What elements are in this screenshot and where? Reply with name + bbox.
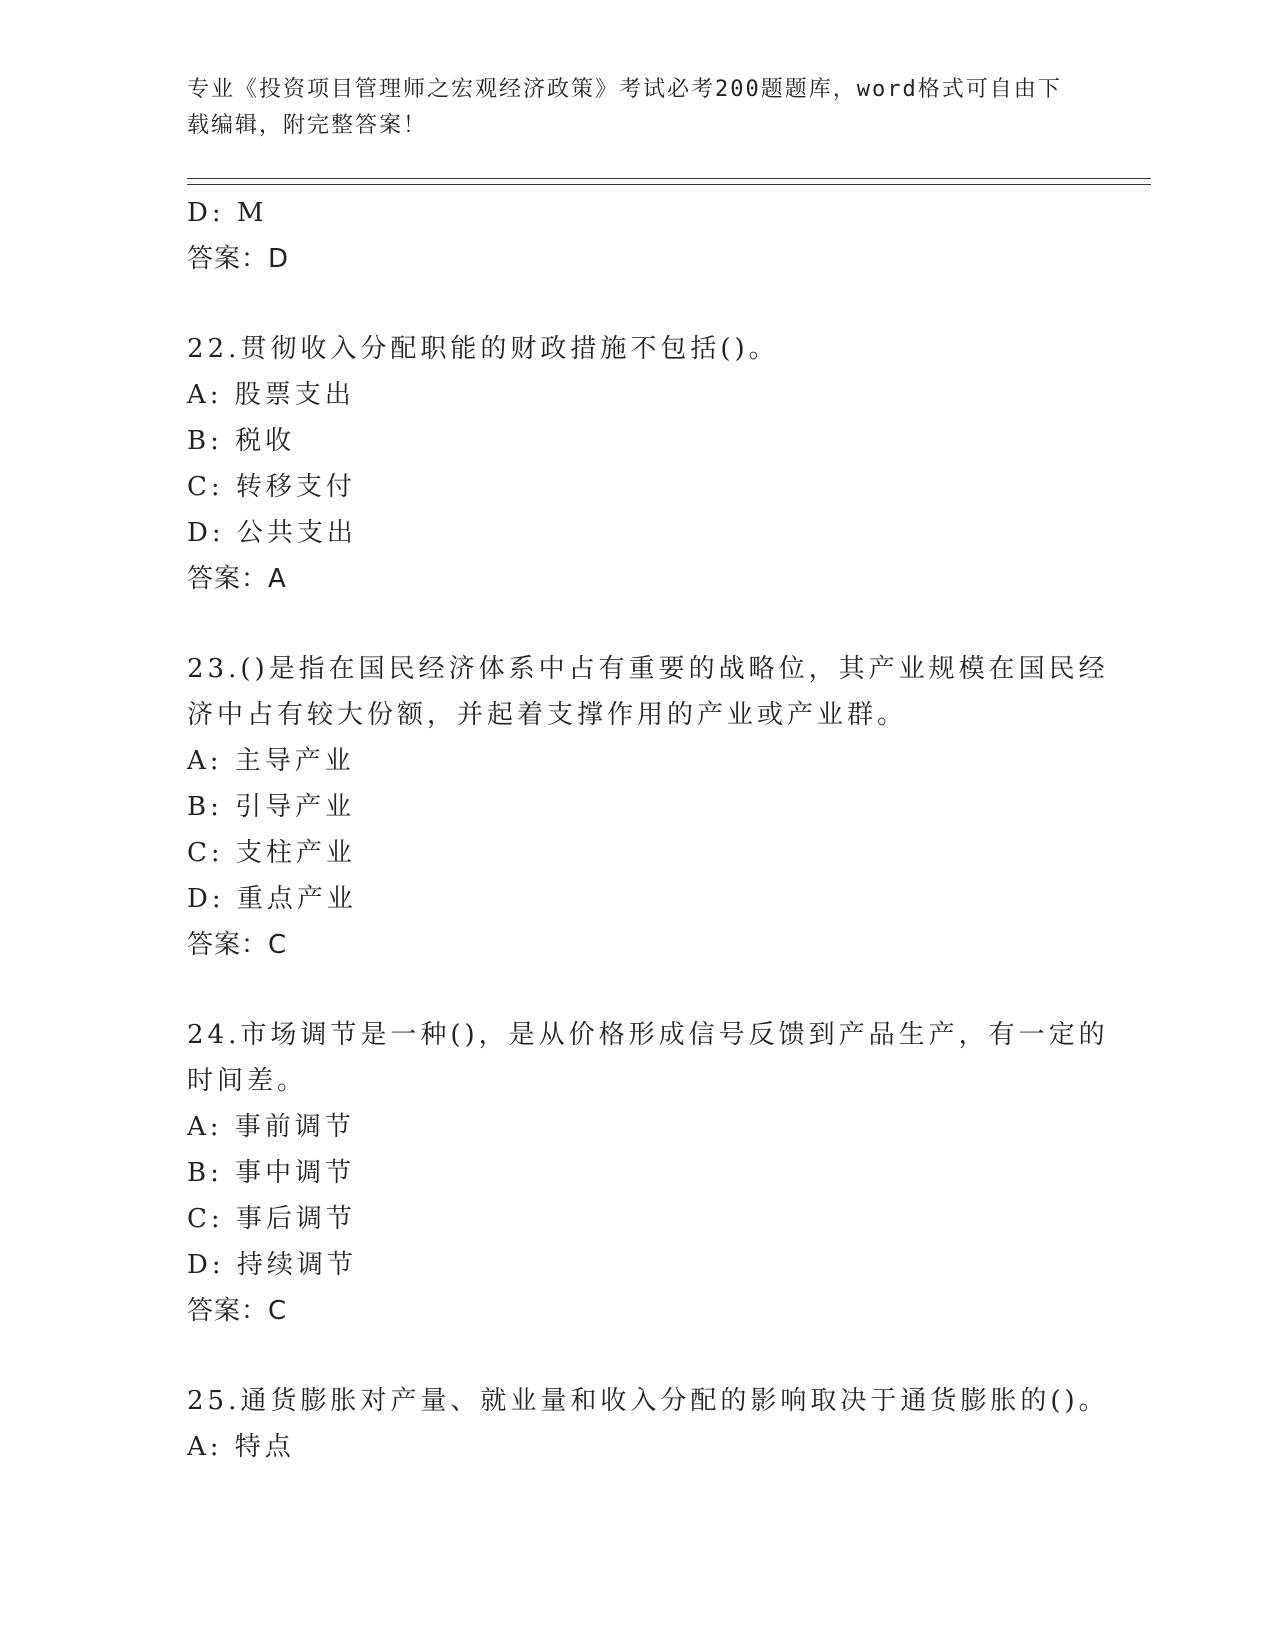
- q23-stem-line2: 济中占有较大份额，并起着支撑作用的产业或产业群。: [187, 700, 908, 730]
- q24-option-c: C: 事后调节: [187, 1204, 356, 1234]
- q23-answer: 答案：C: [187, 930, 288, 960]
- header-rule-top: [187, 178, 1151, 179]
- q22-answer: 答案：A: [187, 564, 287, 594]
- q23-option-c: C: 支柱产业: [187, 838, 356, 868]
- q24-stem-line1: 24.市场调节是一种()，是从价格形成信号反馈到产品生产，有一定的: [187, 1020, 1109, 1050]
- q22-stem: 22.贯彻收入分配职能的财政措施不包括()。: [187, 334, 779, 364]
- q22-option-a: A: 股票支出: [187, 380, 355, 410]
- q24-option-b: B: 事中调节: [187, 1158, 356, 1188]
- header-rule-bottom: [187, 184, 1151, 185]
- q22-option-b: B: 税收: [187, 426, 296, 456]
- question-content: [187, 190, 1109, 1470]
- spacer: [187, 282, 1087, 326]
- prev-answer: 答案：D: [187, 244, 290, 274]
- q23-option-a: A: 主导产业: [187, 746, 355, 776]
- q25-option-a: A: 特点: [187, 1432, 295, 1462]
- q23-stem-line1: 23.()是指在国民经济体系中占有重要的战略位，其产业规模在国民经: [187, 654, 1109, 684]
- document-header: 专业《投资项目管理师之宏观经济政策》考试必考200题题库，word格式可自由下载编辑，附完整答案！: [187, 77, 1062, 138]
- q22-option-d: D: 公共支出: [187, 518, 357, 548]
- q23-option-d: D: 重点产业: [187, 884, 357, 914]
- q24-option-a: A: 事前调节: [187, 1112, 355, 1142]
- spacer: [187, 602, 1087, 646]
- q24-answer: 答案：C: [187, 1296, 288, 1326]
- q23-option-b: B: 引导产业: [187, 792, 356, 822]
- q24-option-d: D: 持续调节: [187, 1250, 357, 1280]
- q25-stem: 25.通货膨胀对产量、就业量和收入分配的影响取决于通货膨胀的()。: [187, 1386, 1109, 1416]
- q22-option-c: C: 转移支付: [187, 472, 356, 502]
- prev-option-d: D: M: [187, 198, 268, 228]
- spacer: [187, 1334, 1087, 1378]
- q24-stem-line2: 时间差。: [187, 1066, 308, 1096]
- spacer: [187, 968, 1087, 1012]
